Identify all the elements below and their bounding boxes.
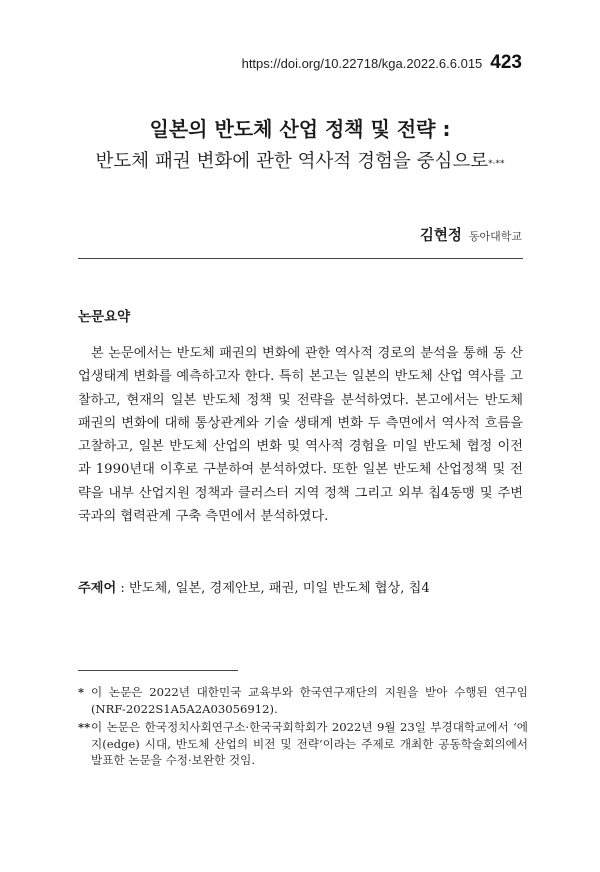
author-line <box>420 224 522 245</box>
paper-title: 일본의 반도체 산업 정책 및 전략 : <box>149 117 451 141</box>
page-number: 423 <box>490 52 522 73</box>
footnotes <box>78 684 528 771</box>
footnote-divider <box>78 670 238 671</box>
footnote-2 <box>78 719 528 769</box>
keywords-text: 반도체, 일본, 경제안보, 패권, 미일 반도체 협상, 칩4 <box>129 581 430 596</box>
doi-link[interactable]: https://doi.org/10.22718/kga.2022.6.6.015 <box>241 56 483 71</box>
subtitle-text: 반도체 패권 변화에 관한 역사적 경험을 중심으로 <box>95 151 489 172</box>
abstract-heading: 논문요약 <box>78 309 131 325</box>
abstract-body: 본 논문에서는 반도체 패권의 변화에 관한 역사적 경로의 분석을 통해 동 산업생태계 변화를 예측하고자 한다. 특히 본고는 일본의 반도체 산업 역사를 고찰하고, 현재의 일본 반도체 정책 및 전략을 분석하였다. 본고에서는 반도체 패권의 변화에 대해 통상관계와 기술 생태계 변화 두 측면에서 역사적 흐름을 고찰하고, 일본 반도체 산업의 변화 및 역사적 경험을 미일 반도체 협정 이전과 1990년대 이후로 구분하여 분석하였다. 또한 일본 반도체 산업정책 및 전략을 내부 산업지원 정책과 클러스터 지역 정책 그리고 외부 칩4동맹 및 주변국과의 협력관계 구축 측면에서 분석하였다. <box>78 346 523 525</box>
author-affiliation: 동아대학교 <box>468 230 522 243</box>
footnote-2-text: 이 논문은 한국정치사회연구소·한국국회학회가 2022년 9월 23일 부경대학교에서 ‘에지(edge) 시대, 반도체 산업의 비전 및 전략’이라는 주제로 개최한 공동학술회의에서 발표한 논문을 수정·보완한 것임. <box>91 720 528 768</box>
footnote-1-text: 이 논문은 2022년 대한민국 교육부와 한국연구재단의 지원을 받아 수행된 연구임(NRF-2022S1A5A2A03056912). <box>91 685 528 716</box>
author-name: 김현정 <box>419 228 462 244</box>
keywords-separator: : <box>116 581 130 596</box>
footnote-marks[interactable]: *·** <box>488 159 505 169</box>
paper-subtitle <box>0 147 600 173</box>
footnote-2-mark: ** <box>78 720 91 735</box>
page-header <box>242 52 522 74</box>
footnote-1 <box>78 684 528 717</box>
keywords-label: 주제어 <box>78 581 117 596</box>
footnote-1-mark: * <box>78 685 85 699</box>
title-divider <box>78 258 523 259</box>
keywords-line <box>78 577 523 596</box>
